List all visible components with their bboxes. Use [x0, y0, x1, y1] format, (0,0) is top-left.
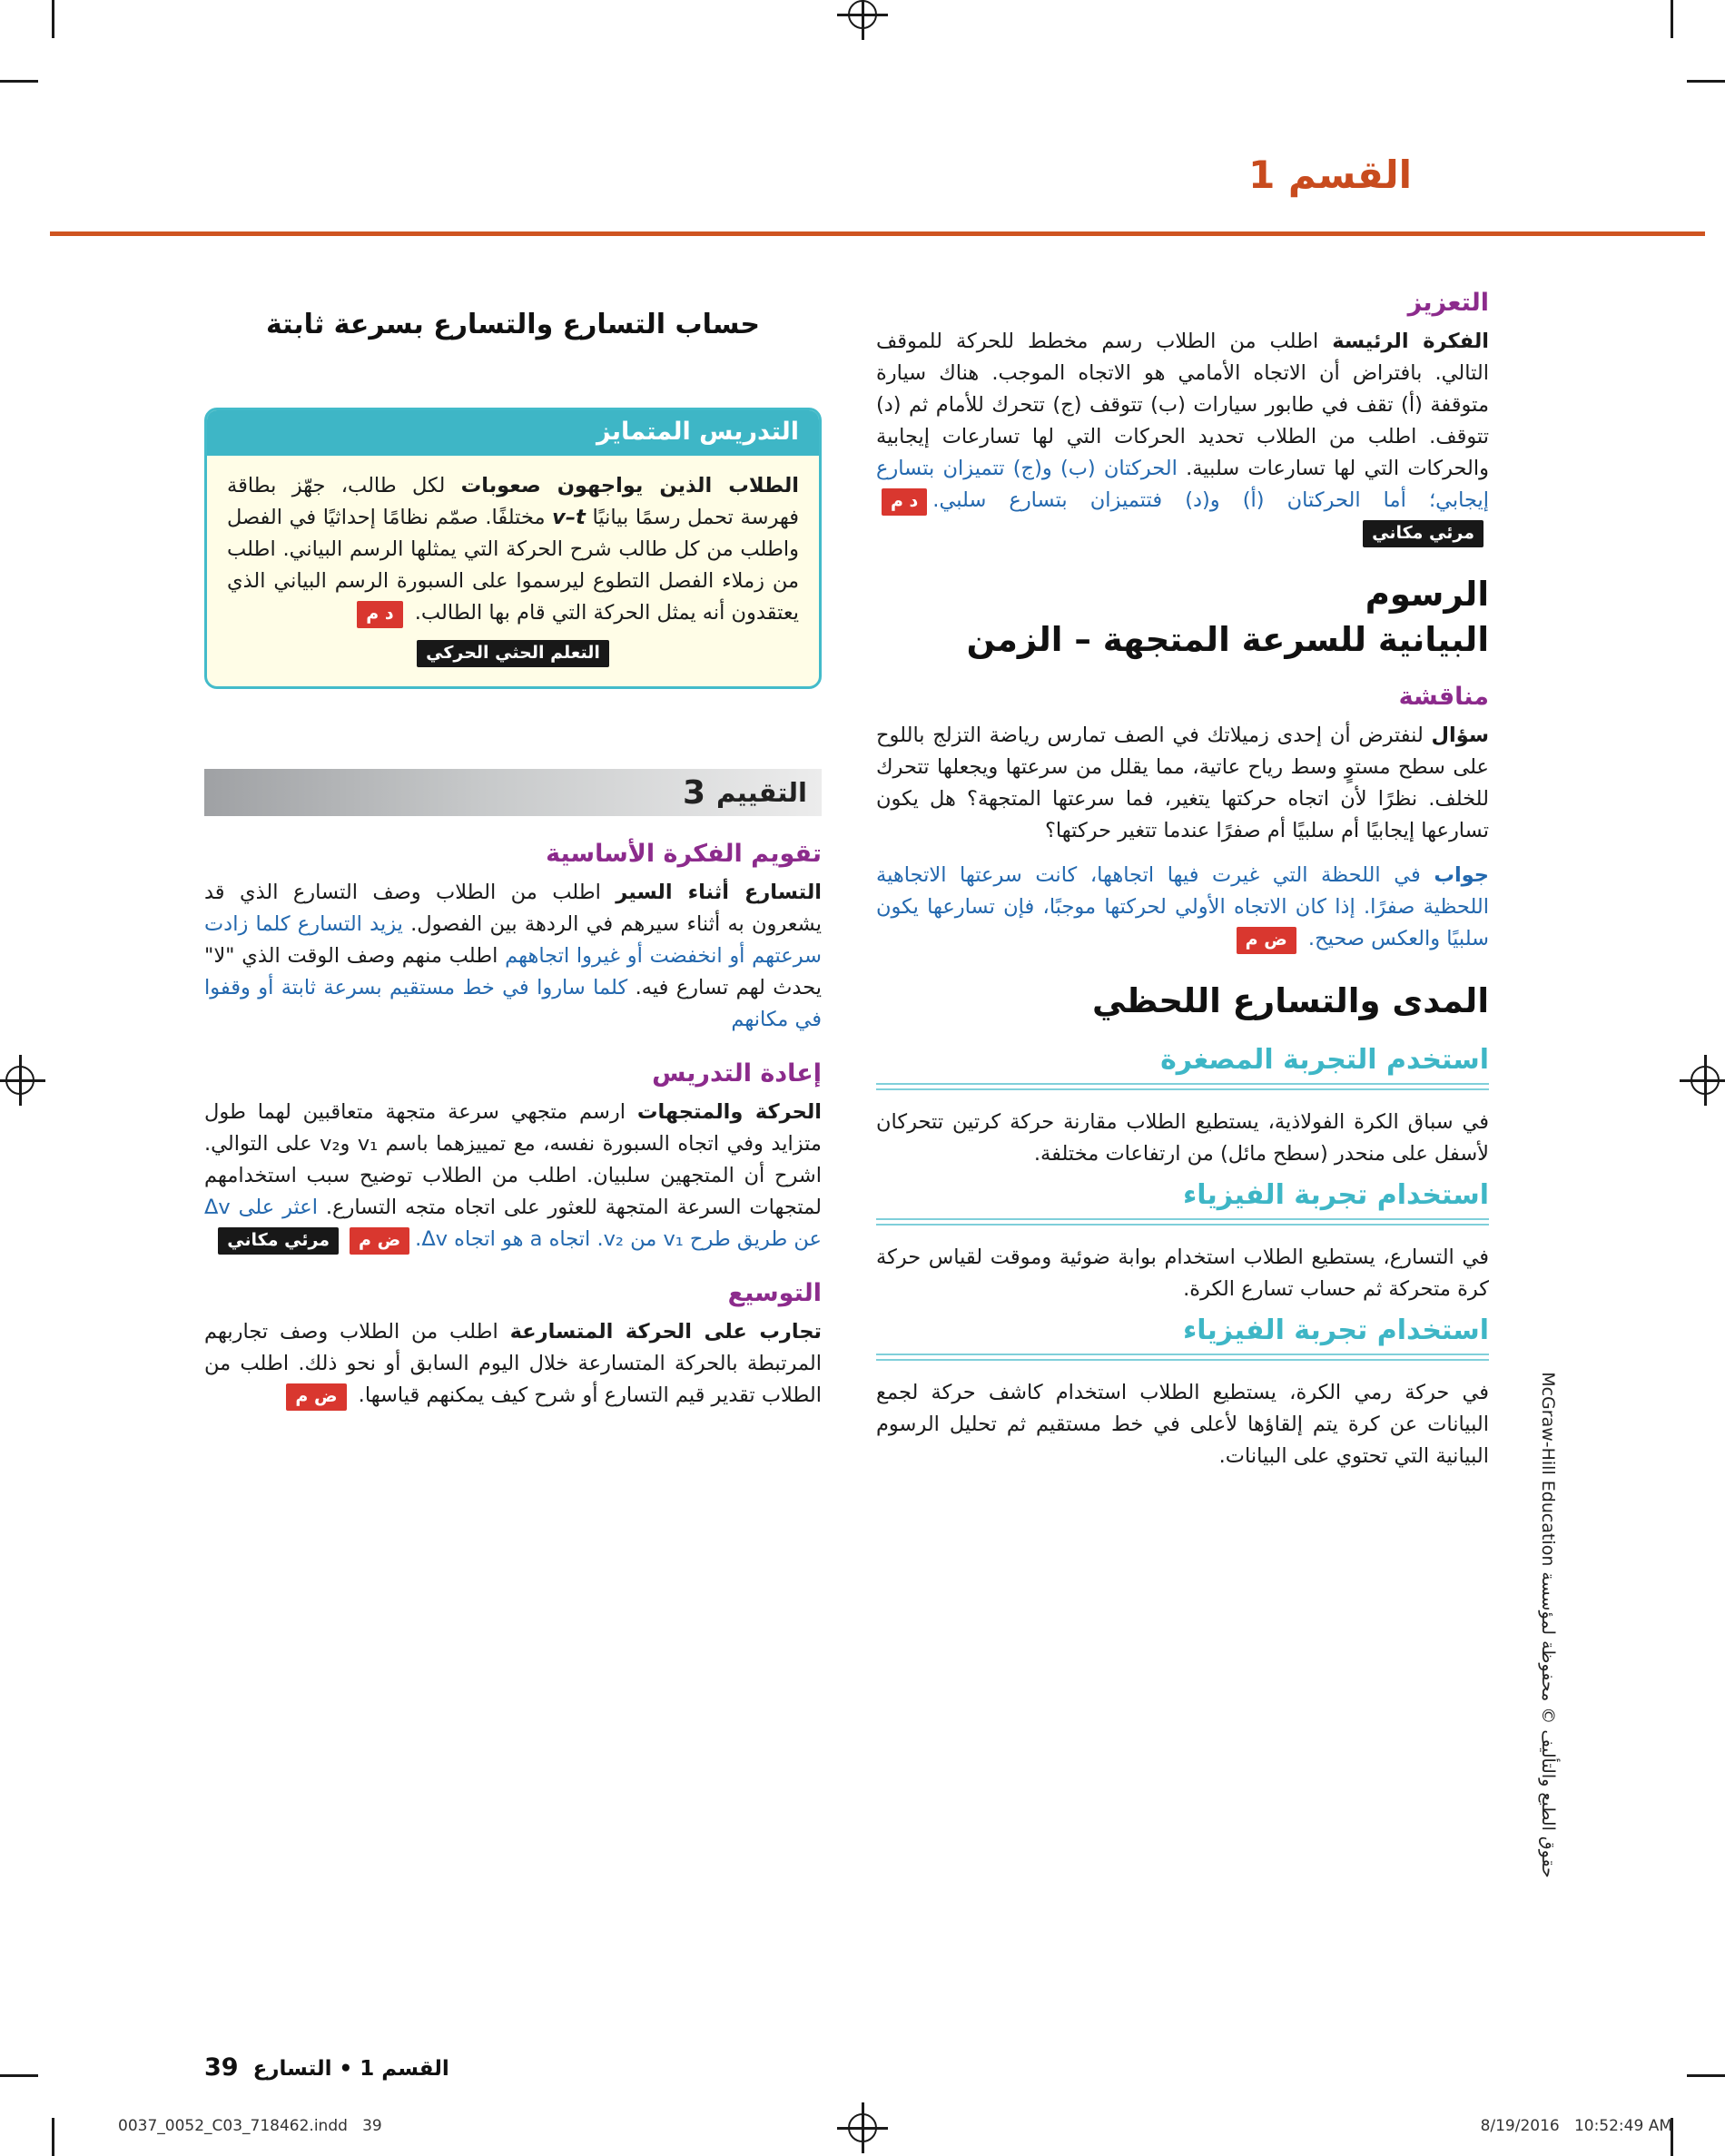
crop-mark: [52, 0, 54, 38]
lab-body: في حركة رمي الكرة، يستطيع الطلاب استخدام كاشف حركة لجمع البيانات عن كرة يتم إلقاؤها لأعلى في خط مستقيم ثم تحليل الرسوم البيانية التي تحتوي على البيانات.: [876, 1381, 1489, 1468]
range-heading-text: المدى والتسارع اللحظي: [1091, 981, 1489, 1020]
extend-lead: تجارب على الحركة المتسارعة: [509, 1320, 822, 1344]
assess-number: 3: [682, 773, 706, 812]
vt-graph-symbol: v–t: [552, 506, 586, 529]
double-rule: [876, 1218, 1489, 1226]
answer-text: في اللحظة التي غيرت فيها اتجاهها، كانت سرعتها الاتجاهية اللحظية صفرًا. إذا كان الاتجاه الأولي لحركتها موجبًا، فإن تسارعها يكون سلبيًا والعكس صحيح.: [876, 863, 1489, 950]
graphs-heading-line1: الرسوم: [1365, 575, 1489, 614]
page-number: 39: [204, 2053, 239, 2082]
crop-mark: [52, 2118, 54, 2156]
kinesthetic-badge: التعلم الحثي الحركي: [417, 640, 609, 667]
print-slug-datetime: 8/19/2016 10:52:49 AM: [1480, 2117, 1672, 2135]
evaluate-lead: التسارع أثناء السير: [616, 881, 822, 904]
answer-label: جواب: [1434, 863, 1489, 887]
reteach-text: ارسم متجهي سرعة متجهة متعاقبين لهما طول متزايد وفي اتجاه السبورة نفسه، مع تمييزهما باسم v₁ وv₂ على التوالي. اشرح أن المتجهين سلبيان. اطلب من الطلاب توضيح سبب استخدامهم لمتجهات السرعة المتجهة للعثور على اتجاه متجه التسارع.: [204, 1100, 823, 1219]
lab-heading: استخدم التجربة المصغرة: [1160, 1044, 1489, 1076]
minilab-section: [876, 1044, 1489, 1170]
discussion-question: [876, 720, 1489, 847]
diff-box-text-1: لكل طالب، جهّز بطاقة فهرسة تحمل رسمًا بيانيًا: [227, 474, 799, 529]
evaluate-paragraph: [204, 877, 822, 1036]
reteach-blue: اعثر على Δv عن طريق طرح v₁ من v₂. اتجاه a هو اتجاه Δv.: [204, 1196, 822, 1251]
question-text: لنفترض أن إحدى زميلاتك في الصف تمارس رياضة التزلج باللوح على سطح مستوٍ وسط رياح عاتية، مما يقلل من سرعتها ويجعلها تتحرك للخلف. نظرًا لأن اتجاه حركتها يتغير، فما سرعتها المتجهة؟ هل يكون تسارعها إيجابيًا أم سلبيًا أم صفرًا عندما تتغير حركتها؟: [876, 724, 1489, 842]
reinforce-lead: الفكرة الرئيسة: [1332, 330, 1489, 353]
lab-heading: استخدام تجربة الفيزياء: [1182, 1314, 1489, 1346]
registration-mark-bottom: [837, 2102, 888, 2153]
diff-box-lead: الطلاب الذين يواجهون صعوبات: [460, 474, 799, 497]
reteach-paragraph: [204, 1097, 822, 1255]
reteach-lead: الحركة والمتجهات: [636, 1100, 822, 1124]
graphs-heading-line2: البيانية للسرعة المتجهة – الزمن: [966, 620, 1489, 659]
copyright-notice: حقوق الطبع والتأليف © محفوظة لمؤسسة McGraw-Hill Education: [1538, 1372, 1558, 1878]
reinforce-paragraph: [876, 326, 1489, 548]
print-slug-filename: 0037_0052_C03_718462.indd 39: [118, 2117, 382, 2135]
footer-chapter-title: القسم 1 • التسارع: [252, 2057, 449, 2081]
reteach-heading: إعادة التدريس: [652, 1059, 822, 1088]
double-rule: [876, 1354, 1489, 1361]
crop-mark: [0, 80, 38, 83]
visual-spatial-badge: مرئي مكاني: [1363, 520, 1484, 547]
lab-body: في التسارع، يستطيع الطلاب استخدام بوابة ضوئية وموقت لقياس حركة كرة متحركة ثم حساب تسارع الكرة.: [876, 1245, 1489, 1301]
evaluate-blue-2: كلما ساروا في خط مستقيم بسرعة ثابتة أو وقفوا في مكانهم: [204, 976, 822, 1031]
right-column: [876, 289, 1489, 1482]
differentiated-badge: د م: [882, 488, 927, 516]
section-rule: [50, 231, 1705, 236]
double-rule: [876, 1083, 1489, 1090]
assess-label: التقييم: [716, 777, 807, 808]
page-footer: [204, 2053, 449, 2082]
physics-lab-section: [876, 1314, 1489, 1472]
crop-mark: [1671, 0, 1673, 38]
discussion-heading: مناقشة: [1398, 683, 1489, 711]
differentiated-instruction-box: [204, 408, 822, 689]
diff-box-text-2: مختلفًا. صمّم نظامًا إحداثيًا في الفصل واطلب من كل طالب شرح الحركة التي يمثلها الرسم البياني. اطلب من زملاء الفصل التطوع ليرسموا على السبورة الرسم البياني الذي يعتقدون أنه يمثل الحركة التي قام بها الطالب.: [227, 506, 799, 625]
section-label: القسم 1: [1248, 153, 1412, 197]
lab-heading: استخدام تجربة الفيزياء: [1182, 1179, 1489, 1211]
range-heading: [876, 979, 1489, 1024]
crop-mark: [0, 2074, 38, 2077]
assess-section-bar: [204, 769, 822, 816]
diff-box-title: التدريس المتمايز: [207, 410, 819, 456]
differentiated-badge: ض م: [350, 1227, 409, 1255]
lab-body: في سباق الكرة الفولاذية، يستطيع الطلاب مقارنة حركة كرتين تتحركان لأسفل على منحدر (سطح مائل) من ارتفاعات مختلفة.: [876, 1110, 1489, 1166]
differentiated-badge: د م: [357, 601, 402, 628]
left-column: [204, 309, 822, 1412]
evaluate-heading: تقويم الفكرة الأساسية: [546, 840, 822, 868]
graphs-heading: [876, 572, 1489, 663]
registration-mark-top: [837, 0, 888, 40]
visual-spatial-badge: مرئي مكاني: [218, 1227, 339, 1255]
reinforce-answer: الحركتان (ب) و(ج) تتميزان بتسارع إيجابي؛ أما الحركتان (أ) و(د) فتتميزان بتسارع سلبي.: [876, 457, 1489, 512]
evaluate-text-1: اطلب من الطلاب وصف التسارع الذي قد يشعرون به أثناء سيرهم في الردهة بين الفصول.: [204, 881, 822, 936]
evaluate-blue-1: يزيد التسارع كلما زادت سرعتهم أو انخفضت أو غيروا اتجاههم: [204, 912, 822, 968]
question-label: سؤال: [1431, 724, 1489, 747]
physics-lab-section: [876, 1179, 1489, 1305]
kinesthetic-badge-row: [227, 636, 799, 668]
diff-box-body: [207, 456, 819, 686]
extend-text: اطلب من الطلاب وصف تجاربهم المرتبطة بالحركة المتسارعة خلال اليوم السابق أو نحو ذلك. اطلب من الطلاب تقدير قيم التسارع أو شرح كيف يمكنهم قياسها.: [204, 1320, 822, 1407]
differentiated-badge: ض م: [1237, 927, 1296, 954]
crop-mark: [1687, 2074, 1725, 2077]
extend-heading: التوسيع: [727, 1279, 822, 1307]
differentiated-badge: ض م: [286, 1383, 346, 1411]
calc-heading: حساب التسارع والتسارع بسرعة ثابتة: [265, 309, 761, 340]
extend-paragraph: [204, 1316, 822, 1412]
evaluate-text-2: اطلب منهم وصف الوقت الذي "لا" يحدث لهم تسارع فيه.: [204, 944, 823, 999]
reinforce-heading: التعزيز: [1407, 289, 1489, 317]
registration-mark-left: [0, 1055, 45, 1106]
registration-mark-right: [1680, 1055, 1725, 1106]
reinforce-text: اطلب من الطلاب رسم مخطط للحركة للموقف التالي. بافتراض أن الاتجاه الأمامي هو الاتجاه الموجب. هناك سيارة متوقفة (أ) تقف في طابور سيارات (ب) تتوقف (ج) تتحرك للأمام ثم (د) تتوقف. اطلب من الطلاب تحديد الحركات التي لها تسارعات إيجابية والحركات التي لها تسارعات سلبية.: [876, 330, 1489, 480]
crop-mark: [1687, 80, 1725, 83]
discussion-answer: [876, 860, 1489, 955]
